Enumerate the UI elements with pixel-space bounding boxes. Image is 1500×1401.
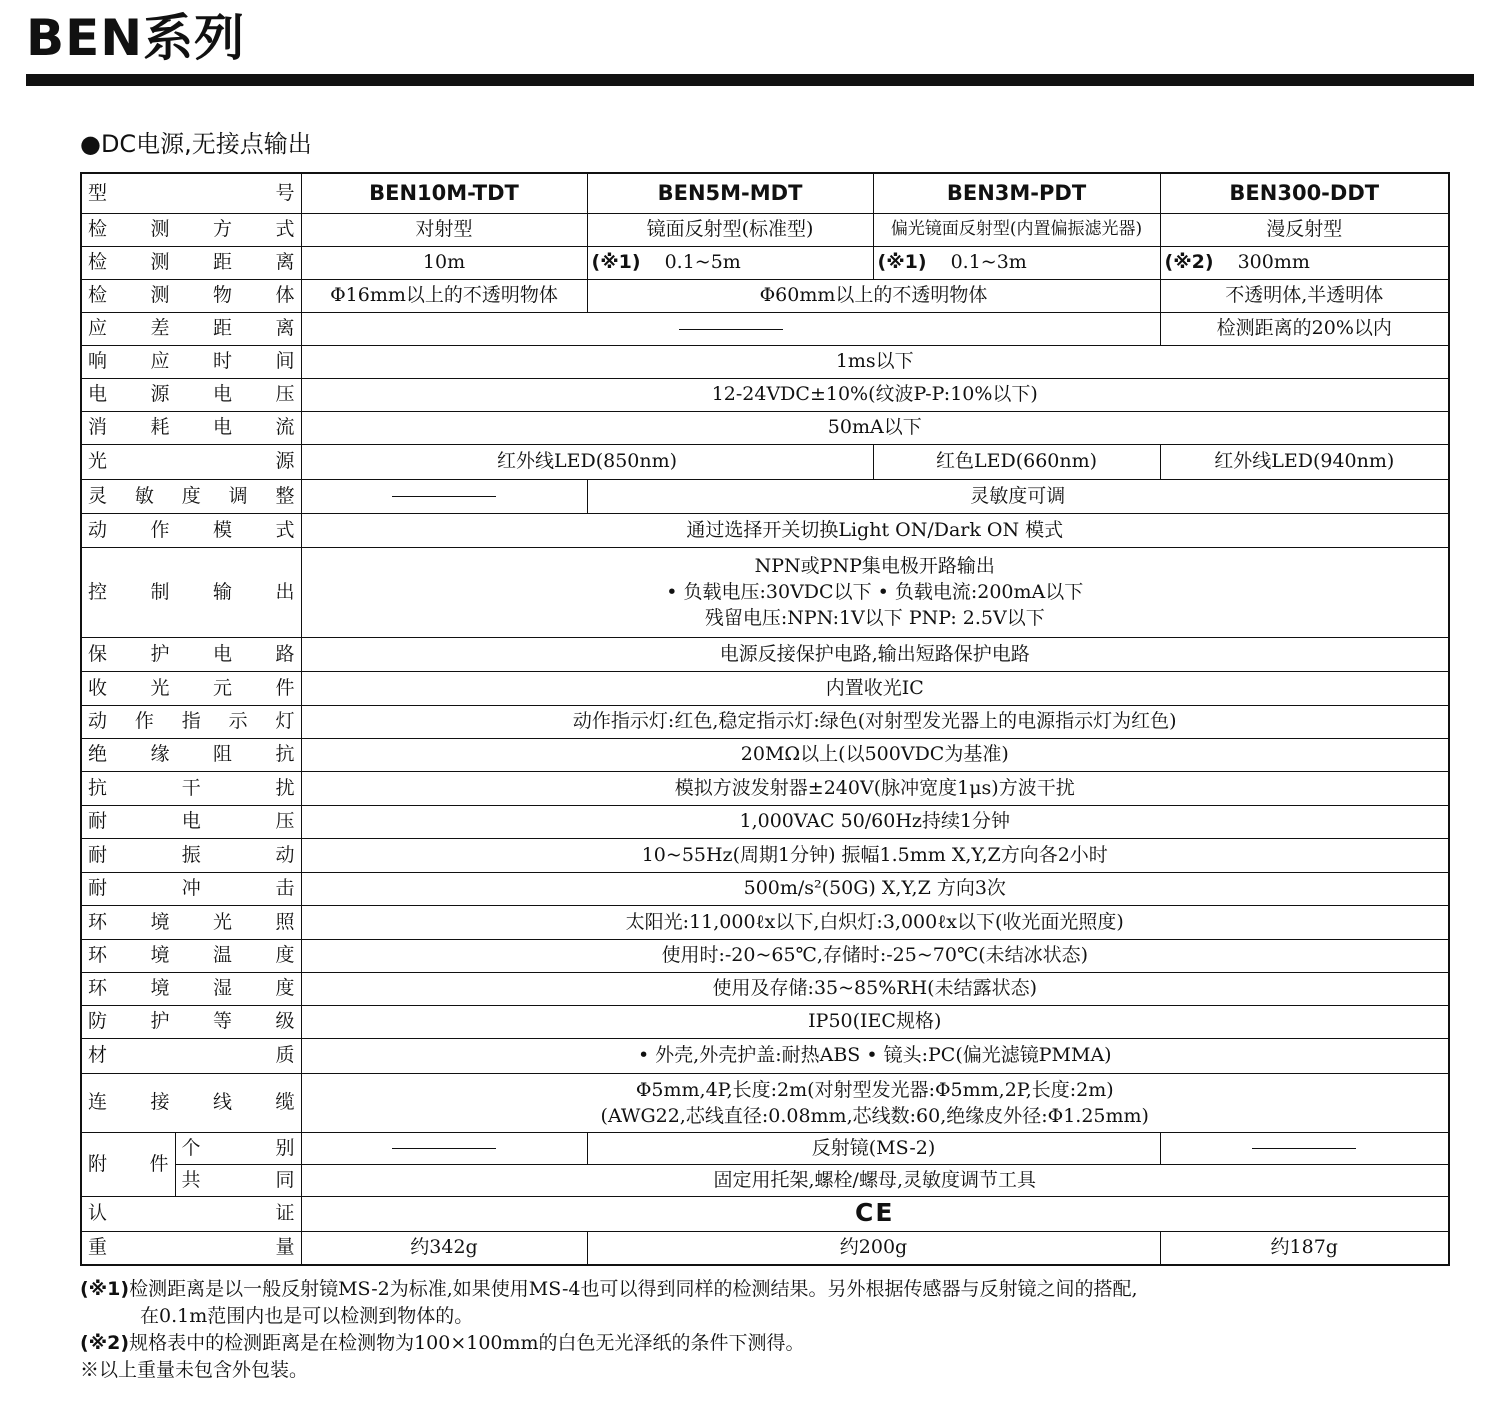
label-ambient-light: 环境光照	[81, 905, 301, 939]
cell: 检测距离的20%以内	[1160, 312, 1449, 345]
row-material	[81, 1038, 1449, 1073]
label-detection-object: 检测物体	[81, 279, 301, 312]
row-hysteresis	[81, 312, 1449, 345]
label-model: 型号	[81, 173, 301, 213]
row-accessories-individual	[81, 1132, 1449, 1164]
row-response-time	[81, 345, 1449, 378]
footnote-1-text: 检测距离是以一般反射镜MS-2为标准,如果使用MS-4也可以得到同样的检测结果。另外根据传感器与反射镜之间的搭配,	[129, 1278, 1138, 1300]
cell: 约187g	[1160, 1231, 1449, 1265]
cell-multiline	[301, 1073, 1449, 1132]
label-receiver: 收光元件	[81, 671, 301, 705]
label-vibration: 耐振动	[81, 838, 301, 872]
row-detection-object	[81, 279, 1449, 312]
cell: 约200g	[587, 1231, 1160, 1265]
label-supply-voltage: 电源电压	[81, 378, 301, 411]
cell: 20MΩ以上(以500VDC为基准)	[301, 738, 1449, 771]
cable-line-2: (AWG22,芯线直径:0.08mm,芯线数:60,绝缘皮外径:Φ1.25mm)	[600, 1104, 1149, 1127]
cell: 镜面反射型(标准型)	[587, 213, 873, 246]
cell: 红外线LED(850nm)	[301, 444, 873, 479]
row-cable	[81, 1073, 1449, 1132]
row-operation-mode	[81, 513, 1449, 547]
cell: 500m/s²(50G) X,Y,Z 方向3次	[301, 872, 1449, 905]
label-ambient-temp: 环境温度	[81, 939, 301, 972]
cell	[1160, 246, 1449, 279]
label-noise: 抗干扰	[81, 771, 301, 805]
cell: 固定用托架,螺栓/螺母,灵敏度调节工具	[301, 1164, 1449, 1196]
row-receiver	[81, 671, 1449, 705]
row-detection-distance	[81, 246, 1449, 279]
dash-line	[679, 329, 783, 330]
cell: 12-24VDC±10%(纹波P-P:10%以下)	[301, 378, 1449, 411]
cell	[301, 1196, 1449, 1231]
row-certification	[81, 1196, 1449, 1231]
label-shock: 耐冲击	[81, 872, 301, 905]
cell: 通过选择开关切换Light ON/Dark ON 模式	[301, 513, 1449, 547]
row-detection-method	[81, 213, 1449, 246]
footnote-1	[80, 1276, 1138, 1303]
row-ambient-humidity	[81, 972, 1449, 1005]
cell: 灵敏度可调	[587, 479, 1449, 513]
cell: 模拟方波发射器±240V(脉冲宽度1μs)方波干扰	[301, 771, 1449, 805]
label-common: 共同	[175, 1164, 301, 1196]
cell: 1ms以下	[301, 345, 1449, 378]
label-ambient-humidity: 环境湿度	[81, 972, 301, 1005]
cell: 反射镜(MS-2)	[587, 1132, 1160, 1164]
label-control-output: 控制输出	[81, 547, 301, 637]
cell: 红外线LED(940nm)	[1160, 444, 1449, 479]
label-certification: 认证	[81, 1196, 301, 1231]
title-underline-bar	[26, 74, 1474, 86]
cell: 使用及存储:35~85%RH(未结露状态)	[301, 972, 1449, 1005]
cell: 10~55Hz(周期1分钟) 振幅1.5mm X,Y,Z方向各2小时	[301, 838, 1449, 872]
cell: 50mA以下	[301, 411, 1449, 444]
label-individual: 个别	[175, 1132, 301, 1164]
cell: 1,000VAC 50/60Hz持续1分钟	[301, 805, 1449, 838]
cell: 偏光镜面反射型(内置偏振滤光器)	[873, 213, 1160, 246]
row-supply-voltage	[81, 378, 1449, 411]
label-detection-distance: 检测距离	[81, 246, 301, 279]
cell: • 外壳,外壳护盖:耐热ABS • 镜头:PC(偏光滤镜PMMA)	[301, 1038, 1449, 1073]
dash-line	[1252, 1148, 1356, 1149]
cell: Φ16mm以上的不透明物体	[301, 279, 587, 312]
row-vibration	[81, 838, 1449, 872]
ce-mark-icon: CE	[855, 1197, 895, 1227]
row-noise	[81, 771, 1449, 805]
row-ambient-light	[81, 905, 1449, 939]
section-subtitle: ●DC电源,无接点输出	[80, 130, 312, 158]
model-ben3m: BEN3M-PDT	[873, 173, 1160, 213]
label-detection-method: 检测方式	[81, 213, 301, 246]
footnotes	[80, 1276, 1138, 1384]
footnote-1-mark: (※1)	[80, 1278, 130, 1300]
label-current: 消耗电流	[81, 411, 301, 444]
footnote-2-mark: (※2)	[80, 1332, 130, 1354]
cell	[587, 246, 873, 279]
page-title: BEN系列	[26, 9, 246, 67]
cell: 内置收光IC	[301, 671, 1449, 705]
label-indicator: 动作指示灯	[81, 705, 301, 738]
model-ben300: BEN300-DDT	[1160, 173, 1449, 213]
model-ben5m: BEN5M-MDT	[587, 173, 873, 213]
row-weight	[81, 1231, 1449, 1265]
row-ambient-temp	[81, 939, 1449, 972]
output-line-2: • 负载电压:30VDC以下 • 负载电流:200mA以下	[666, 581, 1084, 603]
label-sensitivity: 灵敏度调整	[81, 479, 301, 513]
cell-na	[301, 479, 587, 513]
cell: 对射型	[301, 213, 587, 246]
dash-line	[392, 496, 496, 497]
cell: Φ60mm以上的不透明物体	[587, 279, 1160, 312]
row-light-source	[81, 444, 1449, 479]
output-line-1: NPN或PNP集电极开路输出	[754, 555, 995, 577]
row-shock	[81, 872, 1449, 905]
row-protection-grade	[81, 1005, 1449, 1038]
cell: 红色LED(660nm)	[873, 444, 1160, 479]
label-material: 材质	[81, 1038, 301, 1073]
cell: 动作指示灯:红色,稳定指示灯:绿色(对射型发光器上的电源指示灯为红色)	[301, 705, 1449, 738]
row-insulation	[81, 738, 1449, 771]
footnote-1-continued: 在0.1m范围内也是可以检测到物体的。	[140, 1305, 474, 1327]
output-line-3: 残留电压:NPN:1V以下 PNP: 2.5V以下	[704, 607, 1045, 629]
distance-value: 0.1~3m	[950, 251, 1027, 273]
row-indicator	[81, 705, 1449, 738]
label-light-source: 光源	[81, 444, 301, 479]
row-current	[81, 411, 1449, 444]
cable-line-1: Φ5mm,4P,长度:2m(对射型发光器:Φ5mm,2P,长度:2m)	[635, 1078, 1114, 1101]
label-cable: 连接线缆	[81, 1073, 301, 1132]
label-response-time: 响应时间	[81, 345, 301, 378]
row-control-output	[81, 547, 1449, 637]
cell-na	[301, 312, 1160, 345]
note-mark: (※1)	[877, 251, 927, 273]
label-dielectric: 耐电压	[81, 805, 301, 838]
cell: 10m	[301, 246, 587, 279]
footnote-3: ※以上重量未包含外包装。	[80, 1359, 309, 1381]
cell-na	[301, 1132, 587, 1164]
label-hysteresis: 应差距离	[81, 312, 301, 345]
cell: IP50(IEC规格)	[301, 1005, 1449, 1038]
note-mark: (※2)	[1164, 251, 1214, 273]
row-accessories-common	[81, 1164, 1449, 1196]
cell: 漫反射型	[1160, 213, 1449, 246]
dash-line	[392, 1148, 496, 1149]
distance-value: 0.1~5m	[664, 251, 741, 273]
row-dielectric	[81, 805, 1449, 838]
cell: 太阳光:11,000ℓx以下,白炽灯:3,000ℓx以下(收光面光照度)	[301, 905, 1449, 939]
cell: 使用时:-20~65℃,存储时:-25~70℃(未结冰状态)	[301, 939, 1449, 972]
label-weight: 重量	[81, 1231, 301, 1265]
label-operation-mode: 动作模式	[81, 513, 301, 547]
row-model	[81, 173, 1449, 213]
footnote-2	[80, 1330, 1138, 1357]
model-ben10m: BEN10M-TDT	[301, 173, 587, 213]
label-accessories: 附件	[81, 1132, 175, 1196]
label-protection-grade: 防护等级	[81, 1005, 301, 1038]
note-mark: (※1)	[591, 251, 641, 273]
label-protection-circuit: 保护电路	[81, 637, 301, 671]
row-sensitivity	[81, 479, 1449, 513]
cell-na	[1160, 1132, 1449, 1164]
distance-value: 300mm	[1237, 251, 1310, 273]
cell: 不透明体,半透明体	[1160, 279, 1449, 312]
spec-table	[80, 172, 1450, 1266]
cell	[873, 246, 1160, 279]
cell: 电源反接保护电路,输出短路保护电路	[301, 637, 1449, 671]
footnote-2-text: 规格表中的检测距离是在检测物为100×100mm的白色无光泽纸的条件下测得。	[129, 1332, 805, 1354]
cell-multiline	[301, 547, 1449, 637]
cell: 约342g	[301, 1231, 587, 1265]
row-protection-circuit	[81, 637, 1449, 671]
label-insulation: 绝缘阻抗	[81, 738, 301, 771]
